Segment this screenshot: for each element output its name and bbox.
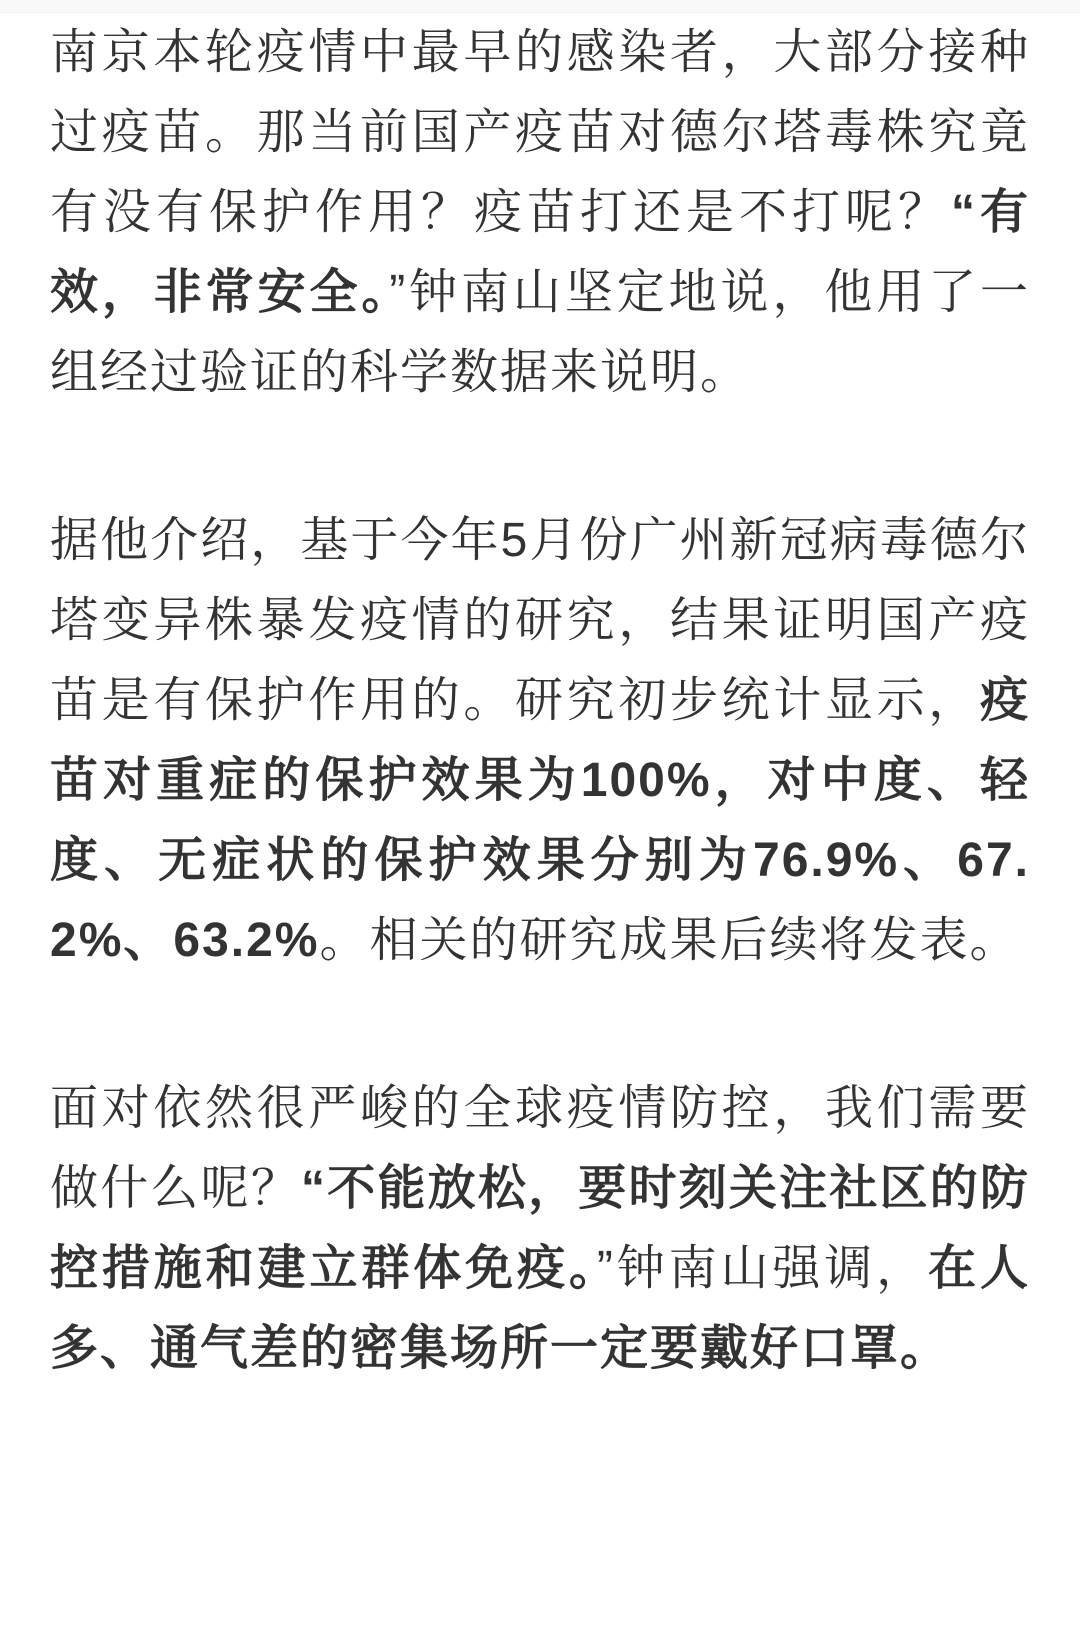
paragraph bbox=[50, 501, 1030, 981]
article-body bbox=[0, 13, 1080, 1389]
bold-text-segment: 在人多、通气差的密集场所一定要戴好口罩。 bbox=[50, 1242, 1030, 1375]
bold-text-segment: “不能放松，要时刻关注社区的防控措施和建立群体免疫。 bbox=[50, 1162, 1030, 1295]
paragraph bbox=[50, 13, 1030, 413]
text-segment: ”钟南山强调， bbox=[596, 1242, 929, 1295]
text-segment: 据他介绍，基于今年5月份广州新冠病毒德尔塔变异株暴发疫情的研究，结果证明国产疫苗是有保护作用的。研究初步统计显示， bbox=[50, 514, 1030, 727]
text-segment: 。相关的研究成果后续将发表。 bbox=[319, 914, 1020, 967]
text-segment: 南京本轮疫情中最早的感染者，大部分接种过疫苗。那当前国产疫苗对德尔塔毒株究竟有没有保护作用？疫苗打还是不打呢？ bbox=[50, 26, 1030, 239]
bold-text-segment: “有效，非常安全。 bbox=[50, 186, 1030, 319]
text-segment: ”钟南山坚定地说，他用了一组经过验证的科学数据来说明。 bbox=[50, 266, 1030, 399]
bold-text-segment: 疫苗对重症的保护效果为100%，对中度、轻度、无症状的保护效果分别为76.9%、67.2%、63.2% bbox=[50, 674, 1030, 967]
top-divider bbox=[0, 0, 1080, 13]
text-segment: 面对依然很严峻的全球疫情防控，我们需要做什么呢？ bbox=[50, 1082, 1030, 1215]
paragraph bbox=[50, 1069, 1030, 1389]
